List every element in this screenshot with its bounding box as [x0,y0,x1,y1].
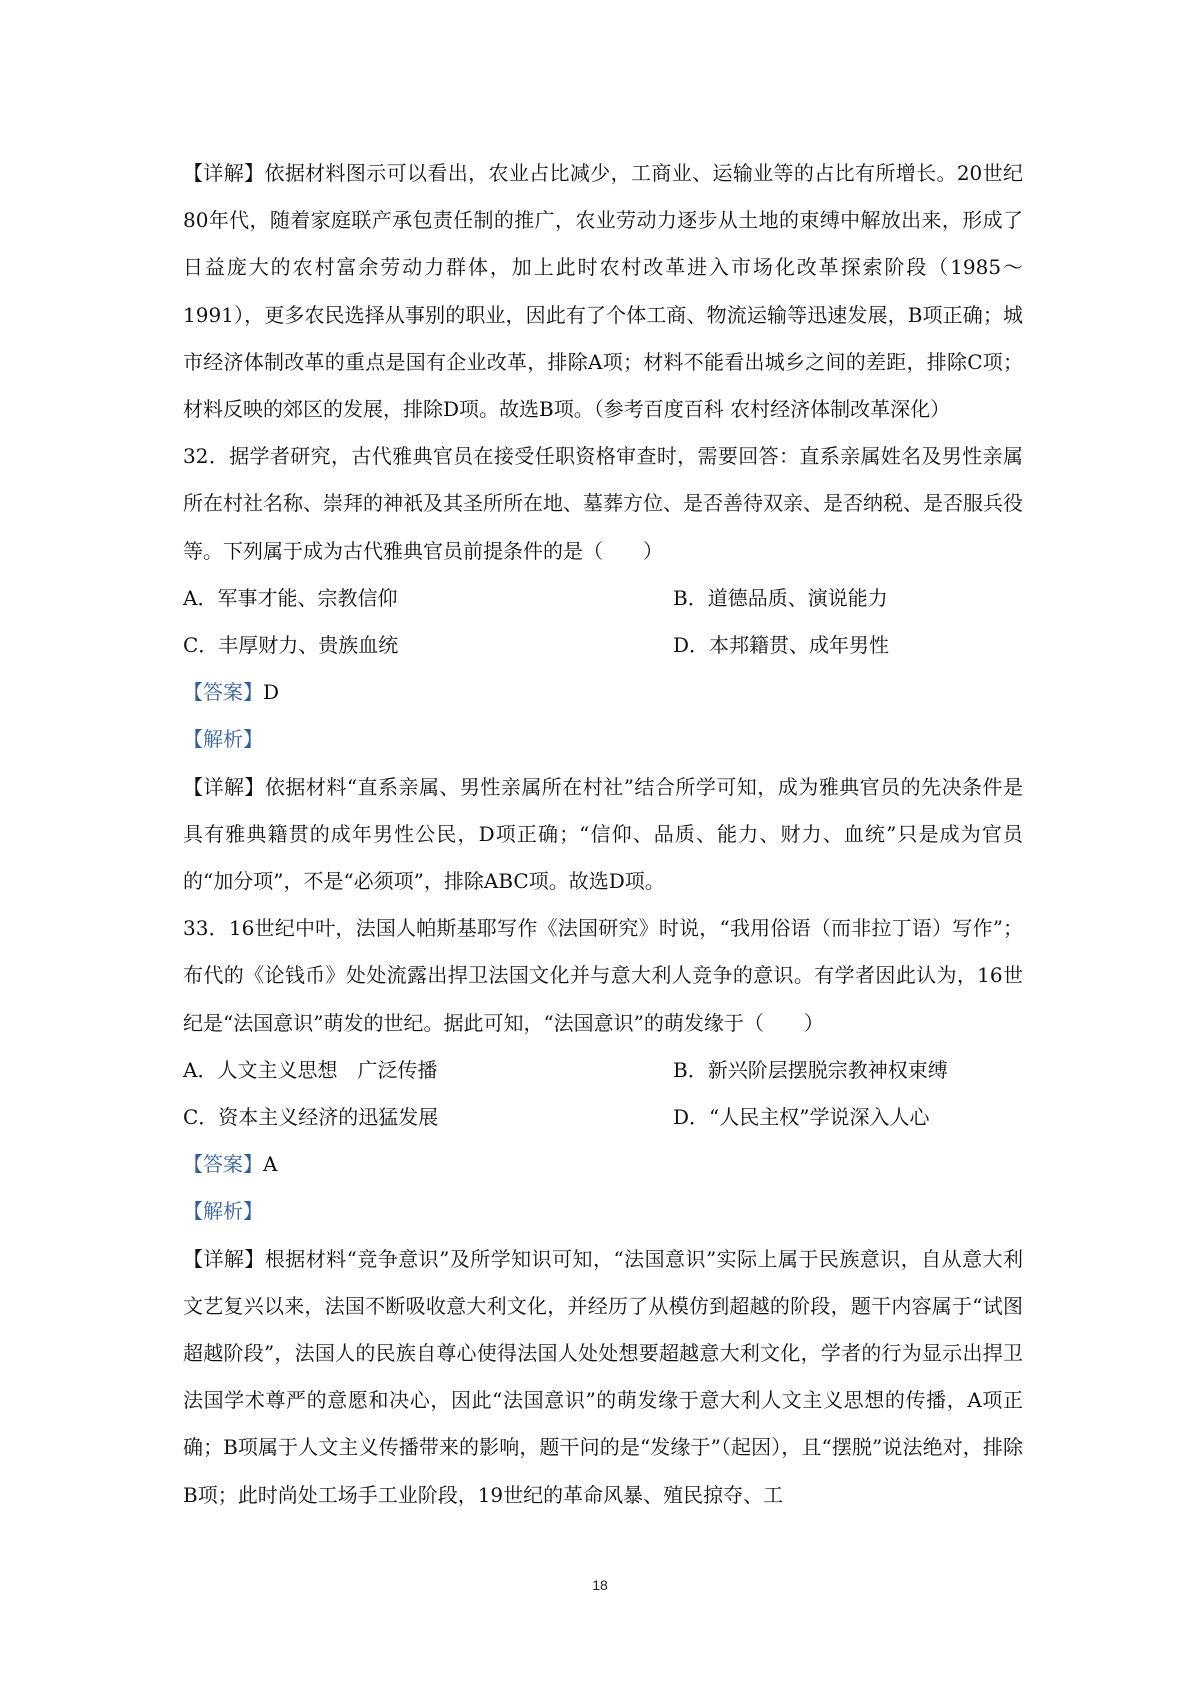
q33-question: 33．16世纪中叶，法国人帕斯基耶写作《法国研究》时说，“我用俗语（而非拉丁语）写作”；布代的《论钱币》处处流露出捍卫法国文化并与意大利人竞争的意识。有学者因此认为，16世纪是“法国意识”萌发的世纪。据此可知，“法国意识”的萌发缘于（ ） [183,916,1023,1035]
q32-option-c: C．丰厚财力、贵族血统 [183,633,399,658]
q32-answer: D [263,680,280,705]
q32-option-d: D．本邦籍贯、成年男性 [673,633,890,658]
q33-analysis-line [183,1188,1023,1235]
q32-options [183,575,1023,669]
page-number: 18 [592,1577,608,1593]
page-content [183,150,1023,1519]
q33-detail: 【详解】根据材料“竞争意识”及所学知识可知，“法国意识”实际上属于民族意识，自从意大利文艺复兴以来，法国不断吸收意大利文化，并经历了从模仿到超越的阶段，题干内容属于“试图超越阶段”，法国人的民族自尊心使得法国人处处想要超越意大利文化，学者的行为显示出捍卫法国学术尊严的意愿和决心，因此“法国意识”的萌发缘于意大利人文主义思想的传播，A项正确；B项属于人文主义传播带来的影响，题干问的是“发缘于”（起因），且“摆脱”说法绝对，排除B项；此时尚处工场手工业阶段，19世纪的革命风暴、殖民掠夺、工 [183,1246,1023,1507]
q32-analysis-tag: 【解析】 [183,727,263,752]
q33-option-c: C．资本主义经济的迅猛发展 [183,1105,439,1130]
q33-answer-tag: 【答案】 [183,1152,263,1177]
q32-answer-tag: 【答案】 [183,680,263,705]
q32-analysis-line [183,716,1023,763]
q32-option-b: B．道德品质、演说能力 [673,585,888,610]
q32-answer-line [183,669,1023,716]
q33-option-a: A．人文主义思想 广泛传播 [183,1057,438,1082]
q33-options [183,1047,1023,1141]
q33-option-b: B．新兴阶层摆脱宗教神权束缚 [673,1057,948,1082]
q33-analysis-tag: 【解析】 [183,1199,263,1224]
q32-question: 32．据学者研究，古代雅典官员在接受任职资格审查时，需要回答：直系亲属姓名及男性亲属所在村社名称、崇拜的神祇及其圣所所在地、墓葬方位、是否善待双亲、是否纳税、是否服兵役等。下列属于成为古代雅典官员前提条件的是（ ） [183,444,1023,563]
q32-option-a: A．军事才能、宗教信仰 [183,585,398,610]
q33-answer-line [183,1141,1023,1188]
q32-detail: 【详解】依据材料“直系亲属、男性亲属所在村社”结合所学可知，成为雅典官员的先决条件是具有雅典籍贯的成年男性公民，D项正确；“信仰、品质、能力、财力、血统”只是成为官员的“加分项”，不是“必须项”，排除ABC项。故选D项。 [183,774,1023,894]
q33-answer: A [263,1152,278,1177]
q33-option-d: D．“人民主权”学说深入人心 [673,1105,930,1130]
q31-detail: 【详解】依据材料图示可以看出，农业占比减少，工商业、运输业等的占比有所增长。20世纪80年代，随着家庭联产承包责任制的推广，农业劳动力逐步从土地的束缚中解放出来，形成了日益庞大的农村富余劳动力群体，加上此时农村改革进入市场化改革探索阶段（1985～1991），更多农民选择从事别的职业，因此有了个体工商、物流运输等迅速发展，B项正确；城市经济体制改革的重点是国有企业改革，排除A项；材料不能看出城乡之间的差距，排除C项；材料反映的郊区的发展，排除D项。故选B项。（参考百度百科 农村经济体制改革深化） [183,161,1023,422]
